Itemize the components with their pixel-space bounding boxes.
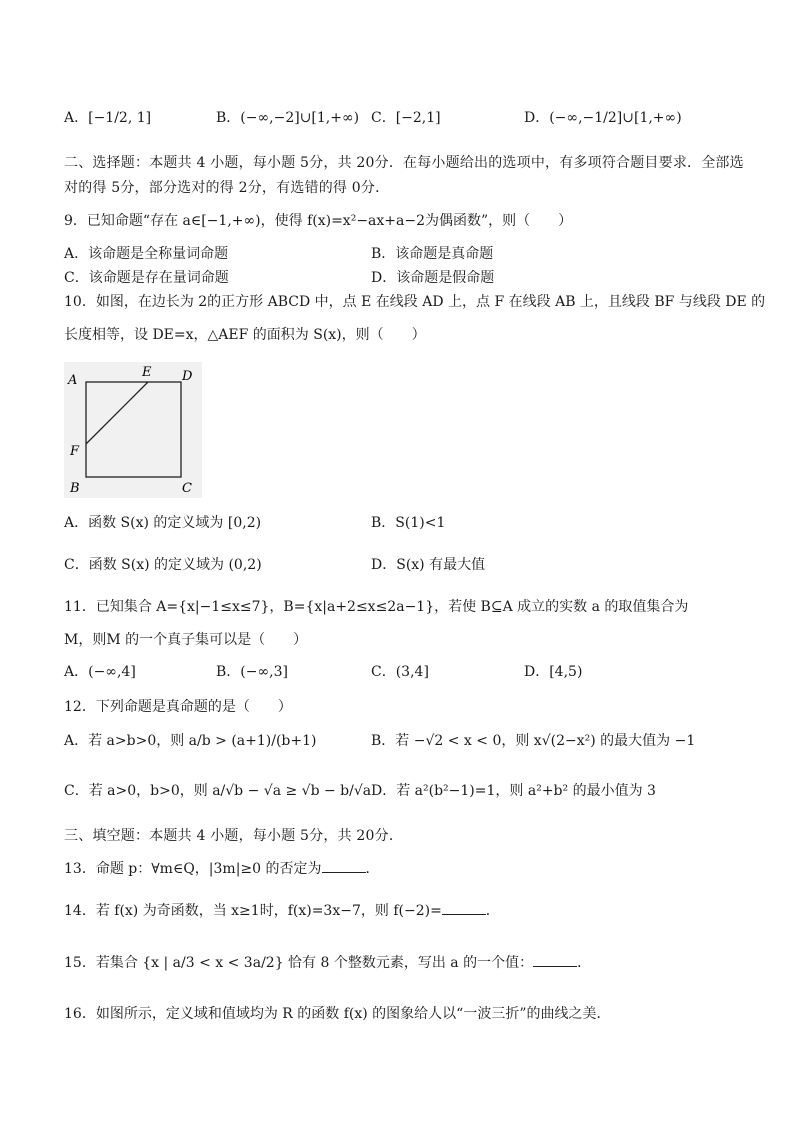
label-e: E <box>142 365 152 380</box>
q10-option-a: A．函数 S(x) 的定义域为 [0,2) <box>64 515 262 531</box>
q10-option-c: C．函数 S(x) 的定义域为 (0,2) <box>64 557 262 573</box>
q15-text: 15．若集合 {x | a/3 < x < 3a/2} 恰有 8 个整数元素，写出 a 的一个值： <box>64 955 534 971</box>
q14-end: ． <box>485 903 500 919</box>
q13-end: ． <box>365 861 380 877</box>
q8-option-d: D．(−∞,−1/2]∪[1,+∞) <box>524 110 682 126</box>
label-a: A <box>68 373 78 388</box>
q12-option-a: A．若 a>b>0，则 a/b > (a+1)/(b+1) <box>64 733 317 749</box>
q16-line: 16．如图所示，定义域和值域均为 R 的函数 f(x) 的图象给人以“一波三折”的曲线之美． <box>64 1006 611 1022</box>
q8-option-a: A．[−1/2, 1] <box>64 110 152 126</box>
q11-option-d: D．[4,5) <box>524 664 583 680</box>
q9-option-d: D．该命题是假命题 <box>371 270 495 286</box>
section2-line2: 对的得 5分，部分选对的得 2分，有选错的得 0分． <box>64 180 390 196</box>
q14-answer-blank[interactable] <box>442 900 486 915</box>
q15-answer-blank[interactable] <box>533 952 577 967</box>
q14-text: 14．若 f(x) 为奇函数，当 x≥1时，f(x)=3x−7，则 f(−2)= <box>64 903 442 919</box>
q9-option-a: A．该命题是全称量词命题 <box>64 246 229 262</box>
q10-stem-line1: 10．如图，在边长为 2的正方形 ABCD 中，点 E 在线段 AD 上，点 F 在线段 AB 上，且线段 BF 与线段 DE 的 <box>64 294 766 310</box>
q11-stem-line2: M，则M 的一个真子集可以是（ ） <box>64 632 308 648</box>
q8-option-c-text: C．[−2,1] <box>371 110 441 126</box>
q8-option-b: B．(−∞,−2]∪[1,+∞) <box>216 110 360 126</box>
q15-line <box>64 952 591 973</box>
label-f: F <box>70 444 80 459</box>
q12-stem: 12．下列命题是真命题的是（ ） <box>64 699 292 715</box>
q9-option-b: B．该命题是真命题 <box>371 246 494 262</box>
q11-option-b: B．(−∞,3] <box>216 664 288 680</box>
q12-option-b: B．若 −√2 < x < 0，则 x√(2−x²) 的最大值为 −1 <box>371 733 696 749</box>
label-d: D <box>182 369 193 384</box>
q9-option-c: C．该命题是存在量词命题 <box>64 270 229 286</box>
q13-line <box>64 858 380 879</box>
q12-option-c: C．若 a>0，b>0，则 a/√b − √a ≥ √b − b/√a <box>64 783 372 799</box>
q10-stem-line2: 长度相等，设 DE=x，△AEF 的面积为 S(x)，则（ ） <box>64 327 426 343</box>
q11-stem-line1: 11．已知集合 A={x|−1≤x≤7}，B={x|a+2≤x≤2a−1}，若使 B⊆A 成立的实数 a 的取值集合为 <box>64 599 689 615</box>
q13-answer-blank[interactable] <box>322 858 366 873</box>
section3-line1: 三、填空题：本题共 4 小题，每小题 5分，共 20分． <box>64 828 404 844</box>
label-c: C <box>182 481 192 496</box>
q12-option-d: D．若 a²(b²−1)=1，则 a²+b² 的最小值为 3 <box>371 783 656 799</box>
segment-ef <box>86 382 148 444</box>
q10-option-d: D．S(x) 有最大值 <box>371 557 486 573</box>
q11-option-a: A．(−∞,4] <box>64 664 136 680</box>
q9-stem: 9．已知命题“存在 a∈[−1,+∞)，使得 f(x)=x²−ax+a−2为偶函数”，则（ ） <box>64 213 573 229</box>
square-figure-svg <box>64 362 202 498</box>
square-figure <box>64 362 202 498</box>
q10-option-b: B．S(1)<1 <box>371 515 446 531</box>
q11-option-c: C．(3,4] <box>371 664 429 680</box>
section2-line1: 二、选择题：本题共 4 小题，每小题 5分，共 20分．在每小题给出的选项中，有多项符合题目要求．全部选 <box>64 155 744 171</box>
q13-text: 13．命题 p：∀m∈Q，|3m|≥0 的否定为 <box>64 861 322 877</box>
label-b: B <box>70 481 80 496</box>
q14-line <box>64 900 500 921</box>
q15-end: ． <box>577 955 592 971</box>
